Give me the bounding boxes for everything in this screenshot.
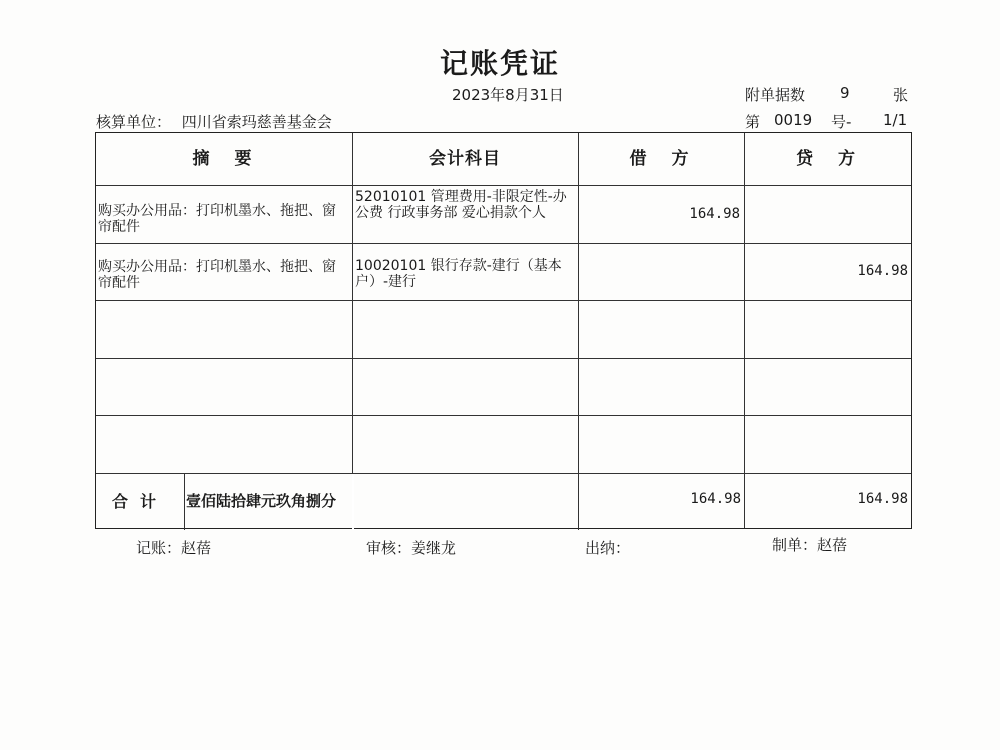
row-divider	[96, 300, 911, 301]
no-suffix: 号-	[831, 113, 852, 131]
preparer-field	[772, 534, 847, 555]
no-value: 0019	[774, 111, 813, 129]
reviewer-name: 姜继龙	[411, 539, 457, 557]
reviewer-label: 审核：	[366, 539, 412, 557]
accounting-unit	[96, 111, 332, 132]
total-in-words: 壹佰陆拾肆元玖角捌分	[186, 492, 337, 510]
col-divider	[578, 473, 579, 530]
row2-credit: 164.98	[857, 263, 908, 279]
bookkeeper-name: 赵蓓	[181, 539, 212, 557]
preparer-name: 赵蓓	[817, 536, 848, 554]
row-divider	[96, 185, 911, 186]
unit-label: 核算单位：	[96, 113, 172, 131]
voucher-date: 2023年8月31日	[452, 86, 564, 104]
cashier-field	[585, 537, 630, 558]
preparer-label: 制单：	[772, 536, 818, 554]
page-index: 1/1	[883, 111, 908, 129]
total-label: 合计	[111, 492, 168, 511]
no-prefix: 第	[745, 113, 761, 131]
attach-label: 附单据数	[745, 86, 806, 104]
row-divider	[96, 415, 911, 416]
total-debit: 164.98	[690, 491, 741, 507]
header-account: 会计科目	[429, 149, 501, 169]
row2-account: 10020101 银行存款-建行（基本户）-建行	[355, 258, 562, 290]
row1-summary: 购买办公用品：打印机墨水、拖把、窗帘配件	[98, 203, 336, 235]
row-divider	[96, 243, 911, 244]
header-summary: 摘 要	[192, 149, 256, 169]
total-mask	[352, 473, 354, 530]
row1-debit: 164.98	[689, 206, 740, 222]
attach-unit: 张	[893, 86, 909, 104]
attach-count: 9	[840, 84, 850, 102]
row-divider	[96, 358, 911, 359]
col-divider	[352, 133, 353, 528]
voucher-table	[95, 132, 912, 529]
reviewer-field	[366, 537, 456, 558]
voucher-title: 记账凭证	[439, 47, 560, 80]
col-divider	[744, 133, 745, 528]
total-credit: 164.98	[857, 491, 908, 507]
row1-account: 52010101 管理费用-非限定性-办公费 行政事务部 爱心捐款个人	[355, 189, 567, 221]
row2-summary: 购买办公用品：打印机墨水、拖把、窗帘配件	[98, 259, 336, 291]
bookkeeper-field	[136, 537, 211, 558]
unit-name: 四川省索玛慈善基金会	[181, 113, 332, 131]
bookkeeper-label: 记账：	[136, 539, 182, 557]
attachment-count	[745, 84, 909, 105]
total-label-divider	[184, 473, 185, 530]
header-debit: 借 方	[629, 149, 693, 169]
header-credit: 贷 方	[796, 149, 859, 169]
cashier-label: 出纳：	[585, 539, 631, 557]
